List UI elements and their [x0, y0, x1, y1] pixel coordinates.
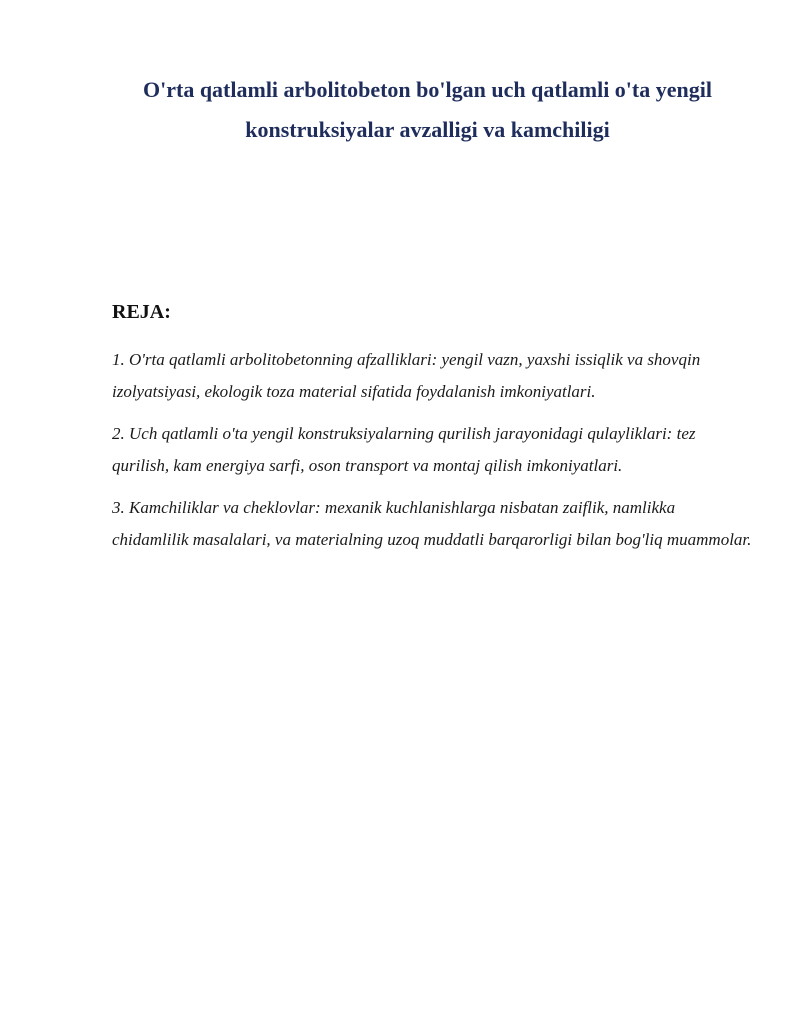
plan-item: 2. Uch qatlamli o'ta yengil konstruksiyalarning qurilish jarayonidagi qulayliklari: tez qurilish, kam energiya sarfi, oson transport va montaj qilish imkoniyatlari. — [112, 424, 696, 475]
plan-list — [112, 344, 752, 566]
plan-heading: REJA: — [112, 301, 171, 323]
plan-item: 1. O'rta qatlamli arbolitobetonning afzalliklari: yengil vazn, yaxshi issiqlik va shovqin izolyatsiyasi, ekologik toza material sifatida foydalanish imkoniyatlari. — [112, 350, 701, 401]
document-title: O'rta qatlamli arbolitobeton bo'lgan uch qatlamli o'ta yengil konstruksiyalar avzalligi va kamchiligi — [143, 77, 712, 142]
plan-item: 3. Kamchiliklar va cheklovlar: mexanik kuchlanishlarga nisbatan zaiflik, namlikka chidamlilik masalalari, va materialning uzoq muddatli barqarorligi bilan bog'liq muammolar. — [112, 498, 752, 549]
